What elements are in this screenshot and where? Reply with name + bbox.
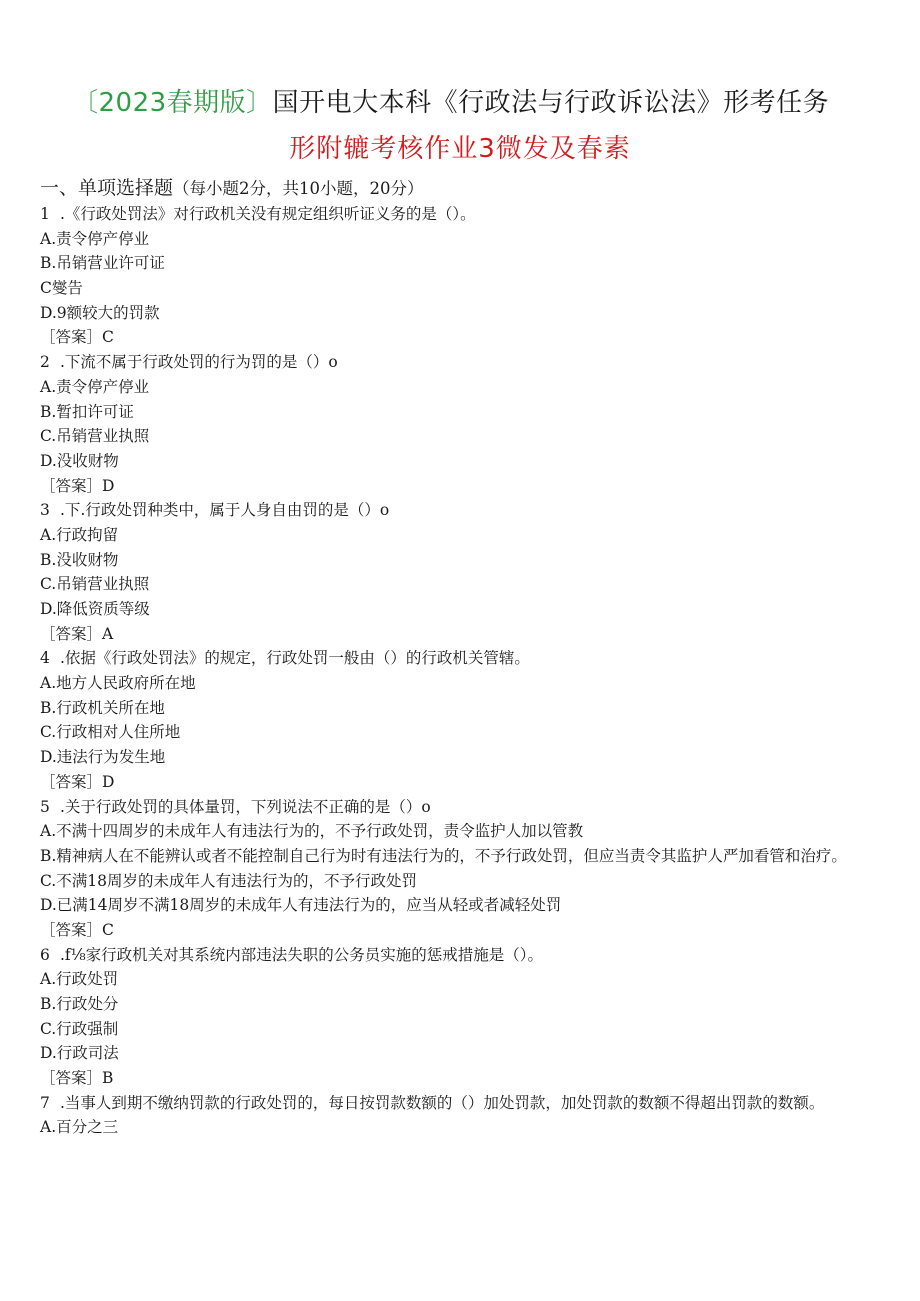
title-main-text: 国开电大本科《行政法与行政诉讼法》形考任务 — [272, 88, 830, 118]
question-number: 2 — [40, 353, 50, 372]
question-2 — [40, 350, 880, 375]
document-title-line2: 形附辘考核作业3微发及春素 — [289, 134, 631, 164]
question-number: 6 — [40, 945, 50, 964]
section-heading-note: （每小题2分，共10小题，20分） — [173, 179, 424, 198]
option: C.行政相对人住所地 — [40, 723, 181, 742]
option: B.没收财物 — [40, 550, 119, 569]
option: C.不满18周岁的未成年人有违法行为的，不予行政处罚 — [40, 871, 417, 890]
option: A.责令停产停业 — [40, 377, 150, 396]
answer: ［答案］C — [40, 920, 114, 939]
question-number: 4 — [40, 649, 50, 668]
option: D.已满14周岁不满18周岁的未成年人有违法行为的，应当从轻或者减轻处罚 — [40, 896, 562, 915]
option: C燮告 — [40, 279, 83, 298]
option: B.精神病人在不能辨认或者不能控制自己行为时有违法行为的，不予行政处罚，但应当责令其监护人严加看管和治疗。 — [40, 846, 847, 865]
question-text: .关于行政处罚的具体量罚，下列说法不正确的是（）o — [60, 797, 431, 816]
option: A.不满十四周岁的未成年人有违法行为的，不予行政处罚，责令监护人加以管教 — [40, 822, 584, 841]
option: B.吊销营业许可证 — [40, 254, 165, 273]
option: C.吊销营业执照 — [40, 575, 150, 594]
question-1 — [40, 202, 880, 227]
section-heading — [40, 176, 424, 201]
option: B.行政机关所在地 — [40, 698, 165, 717]
option: B.行政处分 — [40, 995, 119, 1014]
question-7 — [40, 1091, 880, 1116]
section-heading-label: 一、单项选择题 — [40, 177, 174, 199]
question-number: 7 — [40, 1093, 50, 1112]
question-6 — [40, 943, 880, 968]
question-text: .下流不属于行政处罚的行为罚的是（）o — [60, 353, 338, 372]
option: D.降低资质等级 — [40, 600, 150, 618]
question-text: .f⅛家行政机关对其系统内部违法失职的公务员实施的惩戒措施是（）。 — [60, 945, 543, 964]
question-number: 5 — [40, 797, 50, 816]
option: D.行政司法 — [40, 1044, 119, 1063]
answer: ［答案］C — [40, 328, 114, 347]
question-number: 1 — [40, 205, 50, 223]
question-text: .《行政处罚法》对行政机关没有规定组织听证义务的是（）。 — [60, 205, 476, 223]
question-4 — [40, 646, 880, 671]
question-text: .当事人到期不缴纳罚款的行政处罚的，每日按罚款数额的（）加处罚款，加处罚款的数额不得超出罚款的数额。 — [60, 1093, 825, 1112]
option: D.9额较大的罚款 — [40, 303, 160, 322]
answer: ［答案］A — [40, 624, 114, 643]
answer: ［答案］B — [40, 1069, 114, 1088]
question-3 — [40, 498, 880, 523]
document-title-line1 — [72, 84, 872, 122]
option: A.行政拘留 — [40, 525, 119, 544]
question-5 — [40, 795, 880, 820]
option: B.暂扣许可证 — [40, 402, 134, 421]
question-text: .依据《行政处罚法》的规定，行政处罚一般由（）的行政机关管辖。 — [60, 649, 530, 668]
question-text: .下.行政处罚种类中，属于人身自由罚的是（）o — [60, 501, 390, 520]
question-number: 3 — [40, 501, 50, 520]
option: A.百分之三 — [40, 1118, 119, 1137]
answer: ［答案］D — [40, 772, 115, 791]
option: D.违法行为发生地 — [40, 748, 166, 767]
option: A.行政处罚 — [40, 970, 119, 989]
option: D.没收财物 — [40, 451, 119, 470]
option: A.责令停产停业 — [40, 229, 150, 248]
option: C.吊销营业执照 — [40, 427, 150, 446]
answer: ［答案］D — [40, 476, 115, 495]
title-edition-tag: 〔2023春期版〕 — [72, 88, 273, 118]
option: C.行政强制 — [40, 1019, 119, 1038]
option: A.地方人民政府所在地 — [40, 674, 196, 693]
question-list — [40, 202, 880, 1140]
